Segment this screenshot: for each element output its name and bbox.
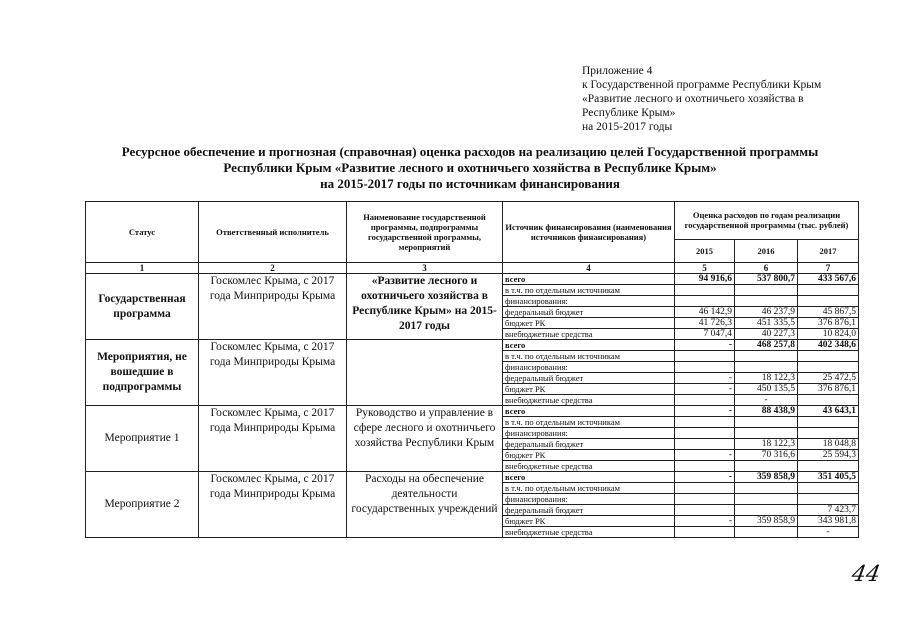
cell-value-2017: 7 423,7 (798, 505, 859, 516)
cell-value-2017: 433 567,6 (798, 274, 859, 285)
cell-value-2016 (735, 505, 798, 516)
cell-program-name: Руководство и управление в сфере лесного и охотничьего хозяйства Республики Крым (347, 406, 503, 472)
cell-value-2017 (798, 362, 859, 373)
cell-value-2016: 468 257,8 (735, 340, 798, 351)
cell-value-2016 (735, 417, 798, 428)
cell-value-2017: 10 824,0 (798, 329, 859, 340)
cell-value-2017: 43 643,1 (798, 406, 859, 417)
document-title (60, 144, 880, 192)
cell-value-2016 (735, 351, 798, 362)
cell-value-2017 (798, 351, 859, 362)
cell-source: в т.ч. по отдельным источникам (503, 351, 675, 362)
cell-program-name: «Развитие лесного и охотничьего хозяйства в Республике Крым» на 2015-2017 годы (347, 274, 503, 340)
cell-value-2016: 359 858,9 (735, 472, 798, 483)
header-name: Наименование государственной программы, подпрограммы государственной программы, мероприятий (347, 202, 503, 263)
cell-value-2016: 18 122,3 (735, 373, 798, 384)
cell-value-2015: 46 142,9 (675, 307, 735, 318)
cell-source: внебюджетные средства (503, 395, 675, 406)
cell-value-2017: 402 348,6 (798, 340, 859, 351)
cell-source: федеральный бюджет (503, 373, 675, 384)
cell-status: Мероприятия, не вошедшие в подпрограммы (86, 340, 199, 406)
cell-value-2017: 18 048,8 (798, 439, 859, 450)
funding-table (85, 201, 859, 538)
cell-source: финансирования: (503, 362, 675, 373)
column-number: 1 (86, 263, 199, 274)
title-line: Ресурсное обеспечение и прогнозная (справочная) оценка расходов на реализацию целей Государственной программы (121, 144, 819, 159)
title-line: Республики Крым «Развитие лесного и охотничьего хозяйства в Республике Крым» (223, 160, 717, 175)
appendix-line: Приложение 4 (582, 65, 653, 77)
cell-value-2016 (735, 483, 798, 494)
cell-value-2016: - (735, 395, 798, 406)
appendix-line: к Государственной программе Республики Крым (582, 79, 822, 91)
cell-value-2015 (675, 285, 735, 296)
cell-value-2015: - (675, 384, 735, 395)
cell-value-2015 (675, 296, 735, 307)
cell-value-2016 (735, 494, 798, 505)
header-year-2015: 2015 (675, 239, 735, 262)
cell-value-2017: 343 981,8 (798, 516, 859, 527)
cell-value-2016: 70 316,6 (735, 450, 798, 461)
cell-value-2015 (675, 428, 735, 439)
cell-value-2015 (675, 417, 735, 428)
cell-status: Мероприятие 1 (86, 406, 199, 472)
cell-value-2015 (675, 439, 735, 450)
appendix-line: «Развитие лесного и охотничьего хозяйства в (582, 93, 804, 105)
cell-value-2017 (798, 417, 859, 428)
header-year-2017: 2017 (798, 239, 859, 262)
header-status: Статус (86, 202, 199, 263)
cell-value-2015 (675, 461, 735, 472)
column-number: 4 (503, 263, 675, 274)
cell-value-2015: 94 916,6 (675, 274, 735, 285)
cell-responsible: Госкомлес Крыма, с 2017 года Минприроды Крыма (199, 472, 347, 538)
header-source: Источник финансирования (наименования источников финансирования) (503, 202, 675, 263)
cell-source: в т.ч. по отдельным источникам (503, 285, 675, 296)
cell-value-2017: - (798, 527, 859, 538)
column-number: 3 (347, 263, 503, 274)
appendix-note (582, 64, 821, 134)
column-number: 2 (199, 263, 347, 274)
cell-value-2016: 537 800,7 (735, 274, 798, 285)
cell-value-2016: 46 237,9 (735, 307, 798, 318)
cell-value-2016 (735, 362, 798, 373)
handwritten-page-number: 44 (849, 562, 883, 587)
cell-source: федеральный бюджет (503, 505, 675, 516)
header-year-2016: 2016 (735, 239, 798, 262)
cell-program-name (347, 340, 503, 406)
cell-source: бюджет РК (503, 516, 675, 527)
cell-value-2015 (675, 351, 735, 362)
cell-value-2015: - (675, 472, 735, 483)
table-row (86, 406, 859, 417)
column-number: 5 (675, 263, 735, 274)
cell-source: внебюджетные средства (503, 527, 675, 538)
column-number-row (86, 263, 859, 274)
cell-value-2016: 40 227,3 (735, 329, 798, 340)
cell-source: всего (503, 340, 675, 351)
cell-source: внебюджетные средства (503, 461, 675, 472)
cell-value-2015 (675, 362, 735, 373)
cell-value-2015: - (675, 340, 735, 351)
cell-value-2016: 18 122,3 (735, 439, 798, 450)
title-line: на 2015-2017 годы по источникам финансирования (320, 176, 620, 191)
cell-value-2017: 25 472,5 (798, 373, 859, 384)
cell-value-2015: - (675, 373, 735, 384)
cell-value-2016: 451 335,5 (735, 318, 798, 329)
cell-value-2016: 450 135,5 (735, 384, 798, 395)
cell-responsible: Госкомлес Крыма, с 2017 года Минприроды Крыма (199, 274, 347, 340)
cell-value-2017 (798, 296, 859, 307)
cell-value-2015: 7 047,4 (675, 329, 735, 340)
cell-value-2017: 45 867,5 (798, 307, 859, 318)
cell-source: федеральный бюджет (503, 307, 675, 318)
cell-value-2017: 351 405,5 (798, 472, 859, 483)
cell-value-2016: 88 438,9 (735, 406, 798, 417)
cell-source: федеральный бюджет (503, 439, 675, 450)
cell-value-2017 (798, 428, 859, 439)
cell-responsible: Госкомлес Крыма, с 2017 года Минприроды Крыма (199, 406, 347, 472)
table-row (86, 340, 859, 351)
cell-value-2016 (735, 428, 798, 439)
cell-value-2017: 376 876,1 (798, 384, 859, 395)
cell-value-2015 (675, 494, 735, 505)
appendix-line: на 2015-2017 годы (582, 121, 673, 133)
cell-source: всего (503, 406, 675, 417)
table-row (86, 472, 859, 483)
cell-source: финансирования: (503, 428, 675, 439)
cell-value-2016 (735, 461, 798, 472)
cell-source: всего (503, 472, 675, 483)
cell-value-2017 (798, 483, 859, 494)
cell-value-2017 (798, 461, 859, 472)
cell-program-name: Расходы на обеспечение деятельности государственных учреждений (347, 472, 503, 538)
cell-responsible: Госкомлес Крыма, с 2017 года Минприроды Крыма (199, 340, 347, 406)
cell-value-2015 (675, 505, 735, 516)
cell-source: в т.ч. по отдельным источникам (503, 483, 675, 494)
header-row (86, 202, 859, 240)
header-estimate: Оценка расходов по годам реализации государственной программы (тыс. рублей) (675, 202, 859, 240)
cell-value-2016 (735, 296, 798, 307)
cell-value-2016 (735, 285, 798, 296)
header-responsible: Ответственный исполнитель (199, 202, 347, 263)
cell-source: бюджет РК (503, 318, 675, 329)
cell-value-2015: - (675, 450, 735, 461)
cell-value-2017 (798, 395, 859, 406)
cell-value-2017 (798, 285, 859, 296)
cell-status: Мероприятие 2 (86, 472, 199, 538)
cell-source: финансирования: (503, 296, 675, 307)
cell-value-2015 (675, 395, 735, 406)
column-number: 6 (735, 263, 798, 274)
table-row (86, 274, 859, 285)
column-number: 7 (798, 263, 859, 274)
cell-value-2015: - (675, 516, 735, 527)
cell-value-2017: 25 594,3 (798, 450, 859, 461)
cell-value-2015: 41 726,3 (675, 318, 735, 329)
cell-value-2016 (735, 527, 798, 538)
cell-source: бюджет РК (503, 450, 675, 461)
cell-value-2016: 359 858,9 (735, 516, 798, 527)
cell-value-2015: - (675, 406, 735, 417)
cell-value-2017 (798, 494, 859, 505)
cell-source: бюджет РК (503, 384, 675, 395)
cell-source: в т.ч. по отдельным источникам (503, 417, 675, 428)
cell-status: Государственная программа (86, 274, 199, 340)
cell-value-2015 (675, 527, 735, 538)
cell-source: финансирования: (503, 494, 675, 505)
cell-source: внебюджетные средства (503, 329, 675, 340)
cell-value-2015 (675, 483, 735, 494)
cell-value-2017: 376 876,1 (798, 318, 859, 329)
cell-source: всего (503, 274, 675, 285)
appendix-line: Республике Крым» (582, 107, 676, 119)
